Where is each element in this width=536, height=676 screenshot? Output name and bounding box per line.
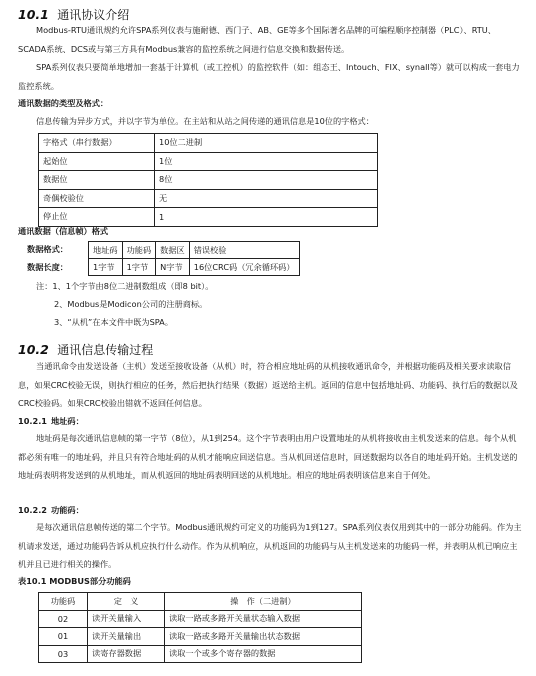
address-code-paragraph: 地址码是每次通讯信息帧的第一字节（8位），从1到254。这个字节表明由用户设置地址的从机将接收由主机发送来的信息。每个从机都必须有唯一的地址码，并且只有符合地址码的从机才能响应回送信息。当从机回送信息时，回送数据均以各自的地址码开始。主机发送的地址码表明将发送到的从机地址，而从机返回的地址码表明回送的从机地址。相应的地址码表明该信息来自于何处。 — [18, 433, 518, 481]
table-row — [39, 628, 362, 646]
subsection-number: 10.2.2 — [18, 505, 48, 515]
table-cell: 读开关量输入 — [88, 610, 165, 628]
table-row — [89, 259, 300, 276]
table-cell: 读取一路或多路开关量输出状态数据 — [165, 628, 362, 646]
table-cell: 1字节 — [89, 259, 123, 276]
note-3: 3、“从机”在本文件中既为SPA。 — [54, 317, 173, 327]
section-title: 通讯信息传输过程 — [57, 343, 154, 357]
frame-format-table — [88, 241, 300, 276]
table-row — [39, 208, 378, 227]
subsection-title: 功能码： — [51, 505, 84, 515]
table-cell: 16位CRC码（冗余循环码） — [189, 259, 299, 276]
table-row — [39, 610, 362, 628]
frame-length-label: 数据长度： — [27, 262, 68, 272]
table-row — [89, 242, 300, 259]
header-definition: 定 义 — [88, 593, 165, 611]
table-cell: 读取一个或多个寄存器的数据 — [165, 645, 362, 663]
table-cell: 02 — [39, 610, 88, 628]
word-format-table — [38, 133, 378, 227]
table-cell: 1 — [155, 208, 378, 227]
subsection-number: 10.2.1 — [18, 416, 48, 426]
section-title: 通讯协议介绍 — [57, 8, 130, 22]
table-cell: 无 — [155, 189, 378, 208]
function-code-paragraph: 是每次通讯信息帧传送的第二个字节。Modbus通讯规约可定义的功能码为1到127。SPA系列仪表仅用到其中的一部分功能码。作为主机请求发送，通过功能码告诉从机应执行什么动作。作为从机响应，从机返回的功能码与从主机发送来的功能码一样，并表明从机已响应主机并且已进行相关的操作。 — [18, 522, 522, 570]
table-row — [39, 152, 378, 171]
header-function-code: 功能码 — [39, 593, 88, 611]
transmission-paragraph: 当通讯命令由发送设备（主机）发送至接收设备（从机）时，符合相应地址码的从机接收通讯命令，并根据功能码及相关要求读取信息，如果CRC校验无误，则执行相应的任务，然后把执行结果（数据）返送给主机。返回的信息中包括地址码、功能码、执行后的数据以及CRC校验码。如果CRC校验出错就不返回任何信息。 — [18, 361, 518, 409]
table-cell: 数据位 — [39, 171, 155, 190]
subsection-heading-10-2-2 — [18, 505, 88, 516]
header-operation: 操 作（二进制） — [165, 593, 362, 611]
note-2: 2、Modbus是Modicon公司的注册商标。 — [54, 299, 208, 309]
table-row — [39, 134, 378, 153]
table-cell: 01 — [39, 628, 88, 646]
table-cell: 8位 — [155, 171, 378, 190]
table-cell: 读寄存器数据 — [88, 645, 165, 663]
frame-format-label: 数据格式： — [27, 244, 68, 254]
table-caption: 表10.1 MODBUS部分功能码 — [18, 576, 131, 586]
table-row — [39, 171, 378, 190]
section-number: 10.2 — [18, 342, 49, 357]
table-cell: 奇偶校验位 — [39, 189, 155, 208]
intro-paragraph: Modbus-RTU通讯规约允许SPA系列仪表与施耐德、西门子、AB、GE等多个国际著名品牌的可编程顺序控制器（PLC）、RTU、SCADA系统、DCS或与第三方具有Modbus兼容的监控系统之间进行信息交换和数据传送。 — [18, 25, 496, 54]
subsection-heading-10-2-1 — [18, 416, 88, 427]
table-cell: 错误校验 — [189, 242, 299, 259]
table-cell: 停止位 — [39, 208, 155, 227]
data-format-heading: 通讯数据的类型及格式： — [18, 98, 109, 108]
table-cell: 读开关量输出 — [88, 628, 165, 646]
table-cell: 10位二进制 — [155, 134, 378, 153]
section-heading-10-2 — [18, 341, 153, 358]
table-cell: 读取一路或多路开关量状态输入数据 — [165, 610, 362, 628]
table-header-row — [39, 593, 362, 611]
table-cell: 地址码 — [89, 242, 123, 259]
subsection-title: 地址码： — [51, 416, 84, 426]
function-code-table — [38, 592, 362, 663]
table-cell: 1位 — [155, 152, 378, 171]
note-1: 注：1、1个字节由8位二进制数组成（即8 bit）。 — [36, 281, 214, 291]
table-cell: 功能码 — [122, 242, 156, 259]
frame-format-heading: 通讯数据（信息帧）格式 — [18, 226, 109, 236]
table-cell: N字节 — [156, 259, 190, 276]
monitoring-paragraph: SPA系列仪表只要简单地增加一套基于计算机（或工控机）的监控软件（如：组态王、Intouch、FIX、synall等）就可以构成一套电力监控系统。 — [18, 62, 520, 91]
table-cell: 字格式（串行数据） — [39, 134, 155, 153]
table-row — [39, 189, 378, 208]
table-cell: 起始位 — [39, 152, 155, 171]
section-number: 10.1 — [18, 7, 49, 22]
table-cell: 03 — [39, 645, 88, 663]
table-cell: 数据区 — [156, 242, 190, 259]
table-row — [39, 645, 362, 663]
data-format-paragraph: 信息传输为异步方式，并以字节为单位。在主站和从站之间传递的通讯信息是10位的字格式： — [36, 116, 374, 126]
table-cell: 1字节 — [122, 259, 156, 276]
